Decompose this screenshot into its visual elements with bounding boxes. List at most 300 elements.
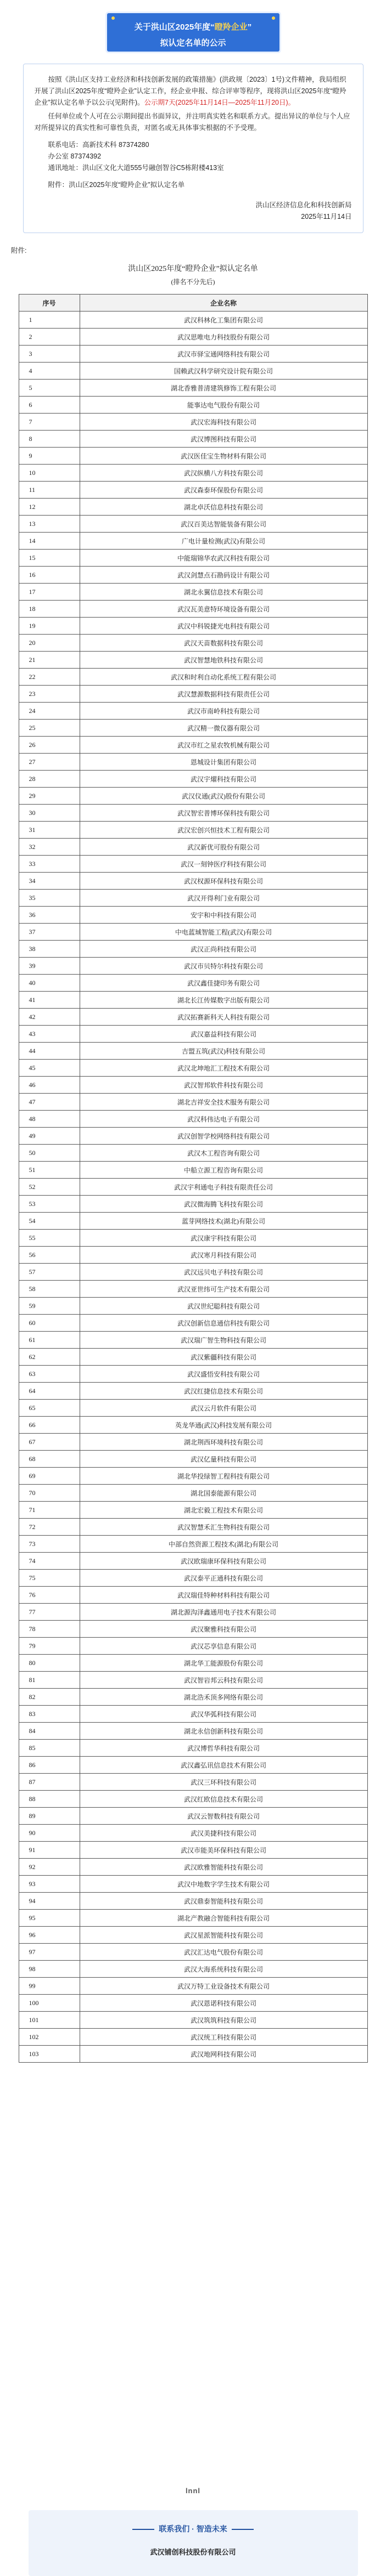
row-number: 82: [19, 1689, 80, 1706]
row-number: 61: [19, 1332, 80, 1349]
table-row: [19, 1298, 367, 1315]
table-row: [19, 1570, 367, 1587]
row-number: 8: [19, 431, 80, 448]
table-row: [19, 1519, 367, 1536]
row-company-name: 武汉鑫佳捷印务有限公司: [80, 975, 367, 992]
table-row: [19, 329, 367, 346]
table-row: [19, 1553, 367, 1570]
row-company-name: 湖北卓沃信息科技有限公司: [80, 499, 367, 516]
title-banner: [107, 13, 279, 52]
row-company-name: 武汉宇燿科技有限公司: [80, 771, 367, 788]
row-company-name: 湖北宏毅工程技术有限公司: [80, 1502, 367, 1519]
row-company-name: 湖北吉祥安全技术服务有限公司: [80, 1094, 367, 1111]
row-company-name: 武汉远贝电子科技有限公司: [80, 1264, 367, 1281]
table-row: [19, 1893, 367, 1910]
contact-phone: 联系电话：高新技术科 87374280: [48, 141, 149, 149]
table-row: [19, 1451, 367, 1468]
table-row: [19, 754, 367, 771]
row-company-name: 武汉剑慧点石勘码设计有限公司: [80, 567, 367, 584]
row-number: 96: [19, 1927, 80, 1944]
row-number: 70: [19, 1485, 80, 1502]
row-number: 59: [19, 1298, 80, 1315]
table-row: [19, 1332, 367, 1349]
table-row: [19, 1757, 367, 1774]
decor-line: [232, 2529, 254, 2530]
row-company-name: 中船立源工程咨询有限公司: [80, 1162, 367, 1179]
row-number: 23: [19, 686, 80, 703]
footer-logo: lnnl: [185, 2487, 201, 2495]
row-number: 1: [19, 312, 80, 329]
table-row: [19, 2046, 367, 2063]
row-number: 9: [19, 448, 80, 465]
row-number: 89: [19, 1808, 80, 1825]
table-row: [19, 1672, 367, 1689]
row-number: 76: [19, 1587, 80, 1604]
row-number: 71: [19, 1502, 80, 1519]
row-company-name: 武汉北坤地汇工程技术有限公司: [80, 1060, 367, 1077]
decor-line: [132, 2529, 154, 2530]
row-company-name: 武汉开得利门业有限公司: [80, 890, 367, 907]
row-number: 55: [19, 1230, 80, 1247]
row-number: 72: [19, 1519, 80, 1536]
row-number: 94: [19, 1893, 80, 1910]
row-company-name: 湖北产教融合智能科技有限公司: [80, 1910, 367, 1927]
table-row: [19, 1060, 367, 1077]
table-row: [19, 1927, 367, 1944]
row-company-name: 武汉大海系统科技有限公司: [80, 1961, 367, 1978]
row-number: 31: [19, 822, 80, 839]
table-row: [19, 312, 367, 329]
row-number: 95: [19, 1910, 80, 1927]
table-row: [19, 499, 367, 516]
row-company-name: 武汉寒月科技有限公司: [80, 1247, 367, 1264]
table-row: [19, 448, 367, 465]
row-number: 57: [19, 1264, 80, 1281]
table-row: [19, 1077, 367, 1094]
row-company-name: 湖北华投绿智工程科技有限公司: [80, 1468, 367, 1485]
table-row: [19, 1876, 367, 1893]
row-company-name: 武汉云月软件有限公司: [80, 1400, 367, 1417]
row-company-name: 武汉三环科技有限公司: [80, 1774, 367, 1791]
table-row: [19, 635, 367, 652]
row-company-name: 武汉和时利自动化系统工程有限公司: [80, 669, 367, 686]
table-row: [19, 1196, 367, 1213]
row-company-name: 武汉博哲华科技有限公司: [80, 1740, 367, 1757]
row-company-name: 武汉市南岭科技有限公司: [80, 703, 367, 720]
row-company-name: 武汉科林化工集团有限公司: [80, 312, 367, 329]
table-row: [19, 1842, 367, 1859]
row-number: 45: [19, 1060, 80, 1077]
table-header-row: [19, 295, 367, 312]
row-number: 32: [19, 839, 80, 856]
table-row: [19, 1961, 367, 1978]
row-number: 49: [19, 1128, 80, 1145]
row-company-name: 中能瑞锦华农武汉科技有限公司: [80, 550, 367, 567]
signature-org: 洪山区经济信息化和科技创新局: [255, 201, 352, 209]
row-company-name: 武汉鼎泰智能科技有限公司: [80, 1893, 367, 1910]
signature-block: [35, 200, 352, 223]
table-row: [19, 1485, 367, 1502]
row-number: 41: [19, 992, 80, 1009]
row-number: 27: [19, 754, 80, 771]
row-company-name: 武汉万特工业设备技术有限公司: [80, 1978, 367, 1995]
table-row: [19, 363, 367, 380]
row-number: 98: [19, 1961, 80, 1978]
row-company-name: 湖北长江传媒数字出版有限公司: [80, 992, 367, 1009]
table-row: [19, 1621, 367, 1638]
header-name: 企业名称: [80, 295, 367, 312]
table-row: [19, 1859, 367, 1876]
row-company-name: 武汉创新信息通信科技有限公司: [80, 1315, 367, 1332]
table-row: [19, 975, 367, 992]
row-company-name: 武汉云智数科技有限公司: [80, 1808, 367, 1825]
row-number: 18: [19, 601, 80, 618]
row-company-name: 中部自然资源工程技术(湖北)有限公司: [80, 1536, 367, 1553]
table-row: [19, 839, 367, 856]
row-number: 102: [19, 2029, 80, 2046]
table-row: [19, 720, 367, 737]
row-company-name: 武汉市贝特尔科技有限公司: [80, 958, 367, 975]
row-company-name: 武汉智邦软件科技有限公司: [80, 1077, 367, 1094]
row-number: 53: [19, 1196, 80, 1213]
row-company-name: 武汉汇达电气股份有限公司: [80, 1944, 367, 1961]
row-company-name: 武汉盛悟安科技有限公司: [80, 1366, 367, 1383]
row-company-name: 武汉华弧科技有限公司: [80, 1706, 367, 1723]
contact-block: [35, 139, 352, 174]
banner-title-line1: [107, 13, 279, 32]
row-number: 20: [19, 635, 80, 652]
row-number: 67: [19, 1434, 80, 1451]
row-company-name: 武汉市红之星农牧机械有限公司: [80, 737, 367, 754]
row-company-name: 武汉创智学校网络科技有限公司: [80, 1128, 367, 1145]
notice-para1-text: 按照《洪山区支持工业经济和科技创新发展的政策措施》(洪政规〔2023〕1号)文件精神，我局组织开展了洪山区2025年度“瞪羚企业”认定工作，经企业申报、综合评审等程序，现将洪山区2025年度“瞪羚企业”拟认定名单予以公示(见附件)。: [34, 76, 346, 106]
banner-title-prefix: 关于洪山区2025年度“: [134, 22, 215, 32]
table-row: [19, 1383, 367, 1400]
row-company-name: 武汉医佳宝生物材料有限公司: [80, 448, 367, 465]
table-row: [19, 703, 367, 720]
row-company-name: 武汉亿量科技有限公司: [80, 1451, 367, 1468]
table-row: [19, 1944, 367, 1961]
row-company-name: 湖北荆西环境科技有限公司: [80, 1434, 367, 1451]
row-company-name: 武汉市驿宝通网络科技有限公司: [80, 346, 367, 363]
table-row: [19, 771, 367, 788]
table-row: [19, 1349, 367, 1366]
table-body: [19, 312, 367, 2063]
table-row: [19, 958, 367, 975]
row-number: 46: [19, 1077, 80, 1094]
row-number: 101: [19, 2012, 80, 2029]
row-company-name: 武汉宇利通电子科技有限责任公司: [80, 1179, 367, 1196]
row-company-name: 武汉权源环保科技有限公司: [80, 873, 367, 890]
table-row: [19, 1400, 367, 1417]
row-company-name: 能事达电气股份有限公司: [80, 397, 367, 414]
table-row: [19, 1706, 367, 1723]
row-number: 50: [19, 1145, 80, 1162]
row-company-name: 武汉星派智能科技有限公司: [80, 1927, 367, 1944]
banner-title-suffix: ”: [247, 22, 252, 32]
row-number: 100: [19, 1995, 80, 2012]
attachment-note: 附件：洪山区2025年度“瞪羚企业”拟认定名单: [48, 181, 185, 189]
table-row: [19, 907, 367, 924]
row-company-name: 武汉中地数字学生技术有限公司: [80, 1876, 367, 1893]
table-row: [19, 856, 367, 873]
row-number: 19: [19, 618, 80, 635]
table-row: [19, 1910, 367, 1927]
table-row: [19, 652, 367, 669]
row-number: 14: [19, 533, 80, 550]
row-company-name: 武汉聚雅科技有限公司: [80, 1621, 367, 1638]
row-company-name: 湖北浩禾顶多网络有限公司: [80, 1689, 367, 1706]
list-title: 洪山区2025年度“瞪羚企业”拟认定名单: [128, 265, 258, 273]
row-number: 83: [19, 1706, 80, 1723]
row-number: 21: [19, 652, 80, 669]
table-row: [19, 1026, 367, 1043]
table-row: [19, 805, 367, 822]
row-number: 87: [19, 1774, 80, 1791]
row-company-name: 湖北华工能源股份有限公司: [80, 1655, 367, 1672]
row-company-name: 武汉新优可股份有限公司: [80, 839, 367, 856]
row-company-name: 武汉泰平正通科技有限公司: [80, 1570, 367, 1587]
table-row: [19, 924, 367, 941]
row-number: 35: [19, 890, 80, 907]
contact-address: 通讯地址：洪山区文化大道555号融创智谷C5栋附楼413室: [48, 164, 224, 172]
row-number: 56: [19, 1247, 80, 1264]
row-company-name: 武汉精一微仪器有限公司: [80, 720, 367, 737]
table-row: [19, 1230, 367, 1247]
row-number: 26: [19, 737, 80, 754]
row-company-name: 武汉嘉益科技有限公司: [80, 1026, 367, 1043]
row-company-name: 武汉欧瑞康环保科技有限公司: [80, 1553, 367, 1570]
row-number: 90: [19, 1825, 80, 1842]
row-company-name: 武汉瓦美意特环境设备有限公司: [80, 601, 367, 618]
table-row: [19, 1774, 367, 1791]
row-company-name: 恩城设计集团有限公司: [80, 754, 367, 771]
row-number: 93: [19, 1876, 80, 1893]
row-number: 37: [19, 924, 80, 941]
enterprise-table: [19, 294, 368, 2063]
row-number: 12: [19, 499, 80, 516]
row-company-name: 武汉慧源数据科技有限责任公司: [80, 686, 367, 703]
row-number: 48: [19, 1111, 80, 1128]
table-row: [19, 1825, 367, 1842]
table-row: [19, 1111, 367, 1128]
row-number: 51: [19, 1162, 80, 1179]
row-number: 16: [19, 567, 80, 584]
row-number: 29: [19, 788, 80, 805]
row-company-name: 武汉亚世纬可生产技术有限公司: [80, 1281, 367, 1298]
row-company-name: 武汉宏海科技有限公司: [80, 414, 367, 431]
table-row: [19, 1502, 367, 1519]
row-company-name: 安宇和中科技有限公司: [80, 907, 367, 924]
table-row: [19, 584, 367, 601]
table-row: [19, 1468, 367, 1485]
table-row: [19, 873, 367, 890]
table-row: [19, 1281, 367, 1298]
row-company-name: 国赖武汉科学研究设计院有限公司: [80, 363, 367, 380]
table-row: [19, 2029, 367, 2046]
notice-paragraph-2: 任何单位或个人可在公示期间提出书面异议，并注明真实姓名和联系方式。提出异议的单位与个人应对所提异议的真实性和可靠性负责，对匿名或无具体事实根据的不予受理。: [34, 112, 350, 132]
table-row: [19, 1587, 367, 1604]
row-number: 33: [19, 856, 80, 873]
table-row: [19, 1145, 367, 1162]
row-company-name: 武汉智慧地铁科技有限公司: [80, 652, 367, 669]
row-number: 54: [19, 1213, 80, 1230]
row-company-name: 武汉智岩邦云科技有限公司: [80, 1672, 367, 1689]
row-number: 17: [19, 584, 80, 601]
decor-dot: [111, 16, 115, 20]
table-row: [19, 992, 367, 1009]
row-company-name: 武汉智慧禾汇生物科技有限公司: [80, 1519, 367, 1536]
row-company-name: 武汉地网科技有限公司: [80, 2046, 367, 2063]
row-number: 81: [19, 1672, 80, 1689]
row-company-name: 武汉恩诺科技有限公司: [80, 1995, 367, 2012]
row-company-name: 湖北源沟泽鑫通用电子技术有限公司: [80, 1604, 367, 1621]
table-row: [19, 1791, 367, 1808]
row-number: 84: [19, 1723, 80, 1740]
row-company-name: 武汉纵横八方科技有限公司: [80, 465, 367, 482]
row-company-name: 武汉智宏普博环保科技有限公司: [80, 805, 367, 822]
notice-box: [23, 64, 363, 233]
row-company-name: 武汉天苗数据科技有限公司: [80, 635, 367, 652]
table-row: [19, 1264, 367, 1281]
row-company-name: 武汉拓赛新科天人科技有限公司: [80, 1009, 367, 1026]
table-row: [19, 1638, 367, 1655]
row-number: 65: [19, 1400, 80, 1417]
decor-dot: [272, 16, 275, 20]
table-row: [19, 1740, 367, 1757]
table-row: [19, 941, 367, 958]
row-company-name: 武汉木工程咨询有限公司: [80, 1145, 367, 1162]
row-number: 91: [19, 1842, 80, 1859]
row-company-name: 武汉博图科技有限公司: [80, 431, 367, 448]
row-number: 88: [19, 1791, 80, 1808]
notice-paragraph-1: [35, 74, 352, 109]
row-number: 60: [19, 1315, 80, 1332]
table-row: [19, 890, 367, 907]
row-number: 5: [19, 380, 80, 397]
footer: [0, 2487, 386, 2576]
row-company-name: 武汉康宇科技有限公司: [80, 1230, 367, 1247]
table-row: [19, 618, 367, 635]
row-company-name: 武汉欧雅智能科技有限公司: [80, 1859, 367, 1876]
row-company-name: 武汉芯享信息有限公司: [80, 1638, 367, 1655]
table-row: [19, 686, 367, 703]
row-company-name: 湖北香雅普清建筑修饰工程有限公司: [80, 380, 367, 397]
row-number: 24: [19, 703, 80, 720]
row-number: 44: [19, 1043, 80, 1060]
header-no: 序号: [19, 295, 80, 312]
row-number: 25: [19, 720, 80, 737]
row-number: 99: [19, 1978, 80, 1995]
table-row: [19, 737, 367, 754]
row-number: 103: [19, 2046, 80, 2063]
table-row: [19, 788, 367, 805]
row-number: 47: [19, 1094, 80, 1111]
row-number: 10: [19, 465, 80, 482]
table-row: [19, 1009, 367, 1026]
table-row: [19, 431, 367, 448]
row-company-name: 武汉世纪聪科技有限公司: [80, 1298, 367, 1315]
row-number: 7: [19, 414, 80, 431]
table-row: [19, 1179, 367, 1196]
row-number: 52: [19, 1179, 80, 1196]
table-row: [19, 1315, 367, 1332]
table-row: [19, 567, 367, 584]
row-number: 64: [19, 1383, 80, 1400]
table-row: [19, 1043, 367, 1060]
row-number: 15: [19, 550, 80, 567]
row-company-name: 武汉鑫弘讯信息技术有限公司: [80, 1757, 367, 1774]
row-number: 6: [19, 397, 80, 414]
table-row: [19, 397, 367, 414]
table-row: [19, 2012, 367, 2029]
row-number: 97: [19, 1944, 80, 1961]
row-number: 66: [19, 1417, 80, 1434]
row-company-name: 武汉正尚科技有限公司: [80, 941, 367, 958]
row-number: 36: [19, 907, 80, 924]
row-company-name: 武汉微海腾飞科技有限公司: [80, 1196, 367, 1213]
table-row: [19, 1417, 367, 1434]
table-row: [19, 1536, 367, 1553]
row-number: 28: [19, 771, 80, 788]
row-company-name: 武汉美捷科技有限公司: [80, 1825, 367, 1842]
table-row: [19, 822, 367, 839]
row-company-name: 武汉统工科技有限公司: [80, 2029, 367, 2046]
row-number: 80: [19, 1655, 80, 1672]
table-row: [19, 516, 367, 533]
table-row: [19, 1995, 367, 2012]
row-number: 22: [19, 669, 80, 686]
contact-office: 办公室 87374392: [48, 152, 102, 160]
row-company-name: 武汉宏创兴恒技术工程有限公司: [80, 822, 367, 839]
row-company-name: 武汉红欧信息技术有限公司: [80, 1791, 367, 1808]
footer-tagline: 联系我们 · 智造未来: [159, 2524, 227, 2533]
row-number: 86: [19, 1757, 80, 1774]
row-company-name: 武汉筑筑科技有限公司: [80, 2012, 367, 2029]
row-number: 39: [19, 958, 80, 975]
list-subtitle: (排名不分先后): [171, 278, 215, 286]
table-row: [19, 1094, 367, 1111]
row-company-name: 武汉百美达智能装备有限公司: [80, 516, 367, 533]
row-company-name: 湖北永翼信息技术有限公司: [80, 584, 367, 601]
row-number: 34: [19, 873, 80, 890]
table-row: [19, 1434, 367, 1451]
row-number: 40: [19, 975, 80, 992]
signature-date: 2025年11月14日: [301, 213, 352, 220]
row-company-name: 武汉中科锐捷光电科技有限公司: [80, 618, 367, 635]
table-row: [19, 669, 367, 686]
table-row: [19, 1366, 367, 1383]
row-number: 92: [19, 1859, 80, 1876]
banner-title-line2: 拟认定名单的公示: [160, 38, 226, 48]
table-row: [19, 1162, 367, 1179]
row-number: 2: [19, 329, 80, 346]
row-number: 62: [19, 1349, 80, 1366]
row-company-name: 吉盟五筑(武汉)科技有限公司: [80, 1043, 367, 1060]
footer-banner: [29, 2510, 358, 2576]
table-row: [19, 1604, 367, 1621]
row-company-name: 武汉思唯电力科技股份有限公司: [80, 329, 367, 346]
row-number: 75: [19, 1570, 80, 1587]
row-number: 43: [19, 1026, 80, 1043]
row-company-name: 湖北国泰能源有限公司: [80, 1485, 367, 1502]
table-row: [19, 601, 367, 618]
row-company-name: 武汉瑞广智生物科技有限公司: [80, 1332, 367, 1349]
row-company-name: 武汉瑞佳特种材料科技有限公司: [80, 1587, 367, 1604]
row-number: 58: [19, 1281, 80, 1298]
row-number: 42: [19, 1009, 80, 1026]
table-row: [19, 1808, 367, 1825]
